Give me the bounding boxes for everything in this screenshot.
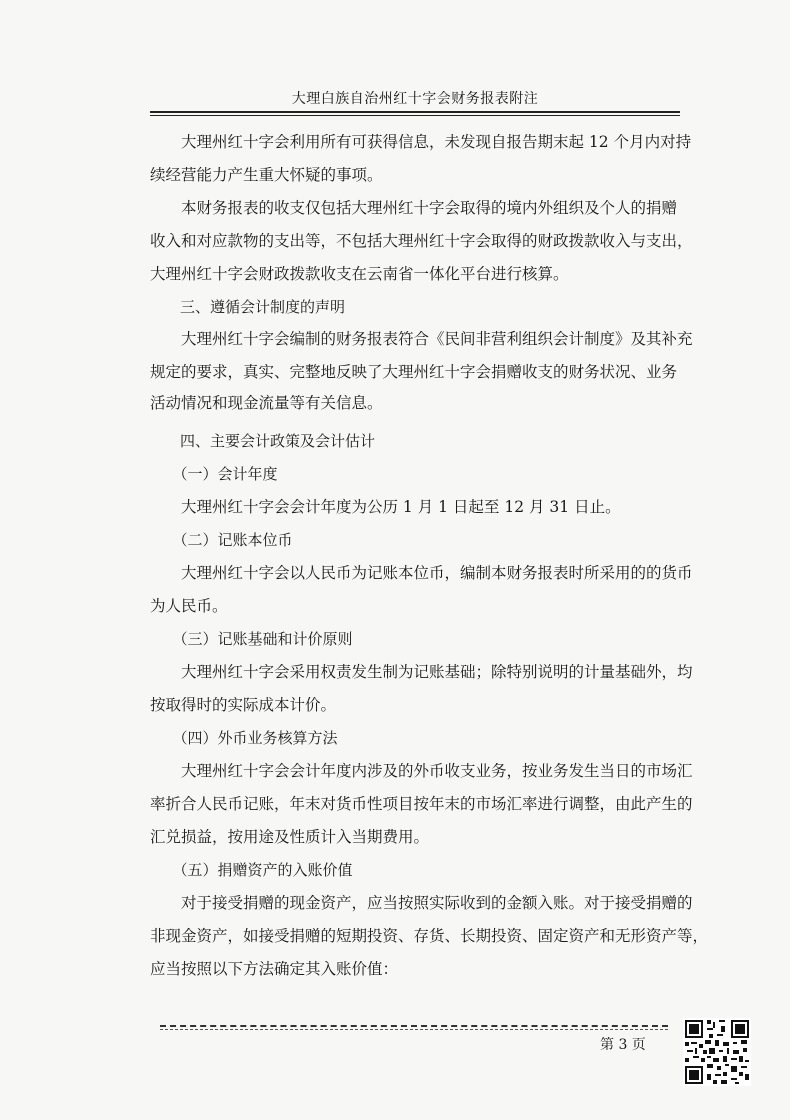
body-line: 非现金资产，如接受捐赠的短期投资、存货、长期投资、固定资产和无形资产等， (150, 927, 709, 945)
qr-code-icon (683, 1018, 751, 1086)
body-line: 对于接受捐赠的现金资产，应当按照实际收到的金额入账。对于接受捐赠的 (150, 894, 693, 912)
section-heading: 三、遵循会计制度的声明 (150, 298, 346, 316)
body-line: 为人民币。 (150, 597, 228, 615)
body-line: 应当按照以下方法确定其入账价值： (150, 960, 399, 978)
body-line: 大理州红十字会财政拨款收支在云南省一体化平台进行核算。 (150, 265, 569, 283)
body-line: 大理州红十字会会计年度内涉及的外币收支业务，按业务发生当日的市场汇 (150, 762, 693, 780)
header-rule (150, 111, 680, 113)
body-line: 大理州红十字会会计年度为公历 1 月 1 日起至 12 月 31 日止。 (150, 498, 621, 516)
body-line: 大理州红十字会采用权责发生制为记账基础；除特别说明的计量基础外，均 (150, 663, 693, 681)
section-heading: 四、主要会计政策及会计估计 (150, 432, 376, 450)
body-line: 汇兑损益，按用途及性质计入当期费用。 (150, 828, 430, 846)
subsection-heading: （四）外币业务核算方法 (150, 729, 338, 747)
body-line: 大理州红十字会编制的财务报表符合《民间非营利组织会计制度》及其补充 (150, 330, 693, 348)
body-line: 续经营能力产生重大怀疑的事项。 (150, 166, 383, 184)
body-line: 本财务报表的收支仅包括大理州红十字会取得的境内外组织及个人的捐赠 (150, 199, 678, 217)
page-number: 第 3 页 (600, 1037, 646, 1053)
subsection-heading: （五）捐赠资产的入账价值 (150, 861, 353, 879)
subsection-heading: （三）记账基础和计价原则 (150, 630, 353, 648)
body-line: 活动情况和现金流量等有关信息。 (150, 394, 383, 412)
body-line: 按取得时的实际成本计价。 (150, 696, 337, 714)
body-line: 率折合人民币记账，年末对货币性项目按年末的市场汇率进行调整，由此产生的 (150, 795, 693, 813)
body-line: 大理州红十字会利用所有可获得信息，未发现自报告期末起 12 个月内对持 (150, 133, 692, 151)
page-header-title: 大理白族自治州红十字会财务报表附注 (291, 91, 539, 107)
header-rule-thin (150, 115, 680, 116)
subsection-heading: （一）会计年度 (150, 465, 278, 483)
footer-rule-thin (160, 1029, 668, 1030)
footer-rule (160, 1025, 668, 1027)
body-line: 规定的要求，真实、完整地反映了大理州红十字会捐赠收支的财务状况、业务 (150, 363, 678, 381)
body-line: 大理州红十字会以人民币为记账本位币，编制本财务报表时所采用的的货币 (150, 564, 693, 582)
body-line: 收入和对应款物的支出等，不包括大理州红十字会取得的财政拨款收入与支出， (150, 232, 693, 250)
subsection-heading: （二）记账本位币 (150, 531, 293, 549)
